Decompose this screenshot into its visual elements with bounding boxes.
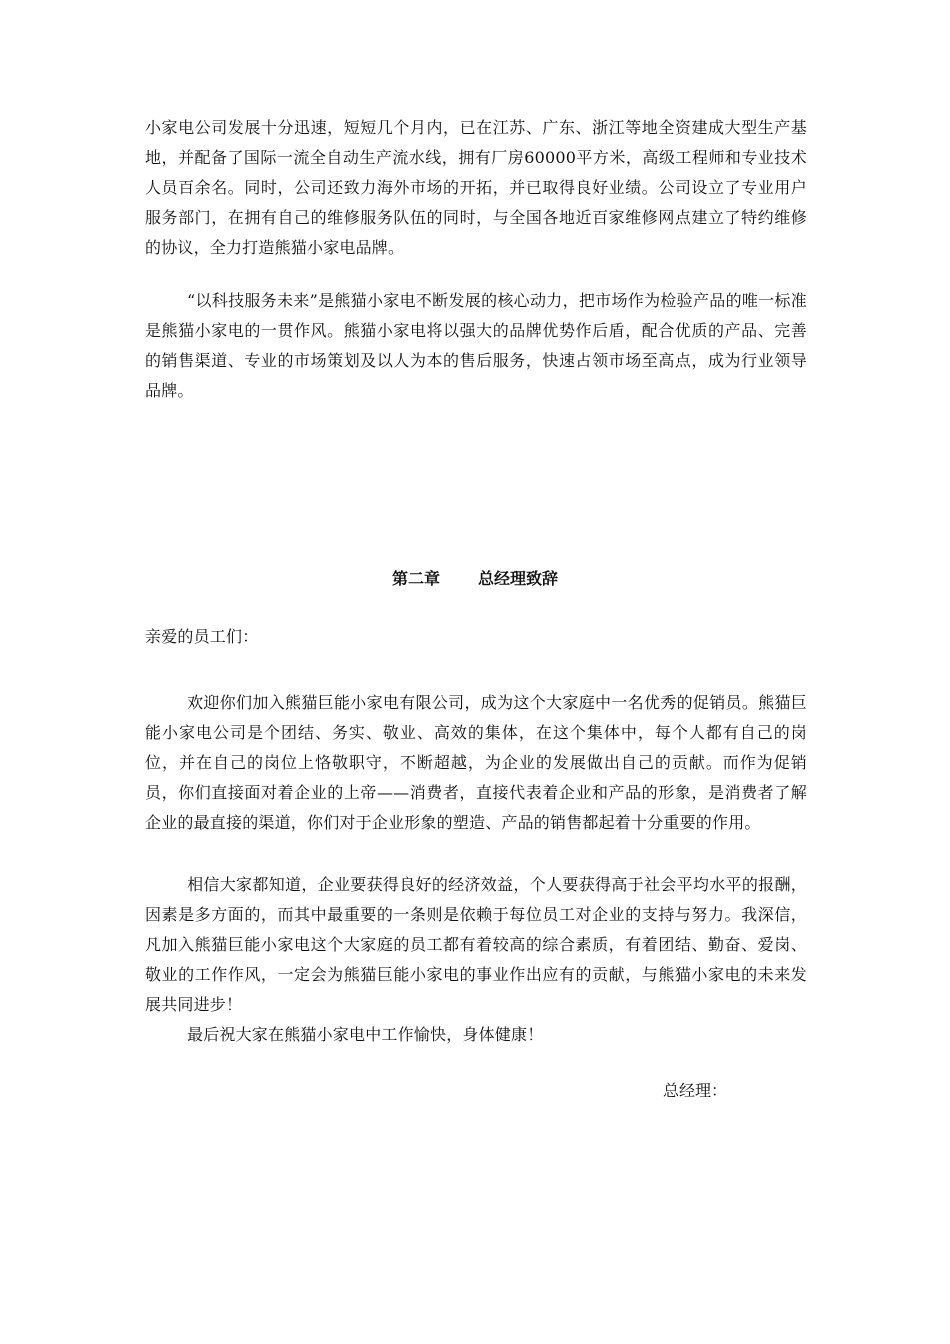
chapter-number: 第二章: [391, 569, 440, 588]
company-intro-paragraph: [145, 113, 807, 263]
company-motto-text: “以科技服务未来”是熊猫小家电不断发展的核心动力，把市场作为检验产品的唯一标准是熊猫小家电的一贯作风。熊猫小家电将以强大的品牌优势作后盾，配合优质的产品、完善的销售渠道、专业的市场策划及以人为本的售后服务，快速占领市场至高点，成为行业领导品牌。: [145, 291, 807, 400]
signature-line: [663, 1076, 727, 1106]
company-motto-paragraph: [145, 286, 807, 406]
greeting-text: 亲爱的员工们：: [145, 627, 259, 646]
letter-greeting: [145, 622, 807, 652]
welcome-text: 欢迎你们加入熊猫巨能小家电有限公司，成为这个大家庭中一名优秀的促销员。熊猫巨能小家电公司是个团结、务实、敬业、高效的集体，在这个集体中，每个人都有自己的岗位，并在自己的岗位上恪敬职守，不断超越，为企业的发展做出自己的贡献。而作为促销员，你们直接面对着企业的上帝——消费者，直接代表着企业和产品的形象，是消费者了解企业的最直接的渠道，你们对于企业形象的塑造、产品的销售都起着十分重要的作用。: [145, 693, 807, 832]
chapter-heading: [0, 567, 950, 591]
signature-text: 总经理：: [663, 1081, 728, 1100]
closing-paragraph: [145, 1020, 807, 1050]
chapter-title: 总经理致辞: [478, 569, 559, 588]
welcome-paragraph: [145, 688, 807, 838]
belief-paragraph: [145, 870, 807, 1020]
closing-text: 最后祝大家在熊猫小家电中工作愉快，身体健康！: [187, 1025, 544, 1044]
company-intro-text: 小家电公司发展十分迅速，短短几个月内，已在江苏、广东、浙江等地全资建成大型生产基地，并配备了国际一流全自动生产流水线，拥有厂房60000平方米，高级工程师和专业技术人员百余名。同时，公司还致力海外市场的开拓，并已取得良好业绩。公司设立了专业用户服务部门，在拥有自己的维修服务队伍的同时，与全国各地近百家维修网点建立了特约维修的协议，全力打造熊猫小家电品牌。: [145, 118, 807, 257]
belief-text: 相信大家都知道，企业要获得良好的经济效益，个人要获得高于社会平均水平的报酬，因素是多方面的，而其中最重要的一条则是依赖于每位员工对企业的支持与努力。我深信，凡加入熊猫巨能小家电这个大家庭的员工都有着较高的综合素质，有着团结、勤奋、爱岗、敬业的工作作风，一定会为熊猫巨能小家电的事业作出应有的贡献，与熊猫小家电的未来发展共同进步！: [145, 875, 807, 1014]
